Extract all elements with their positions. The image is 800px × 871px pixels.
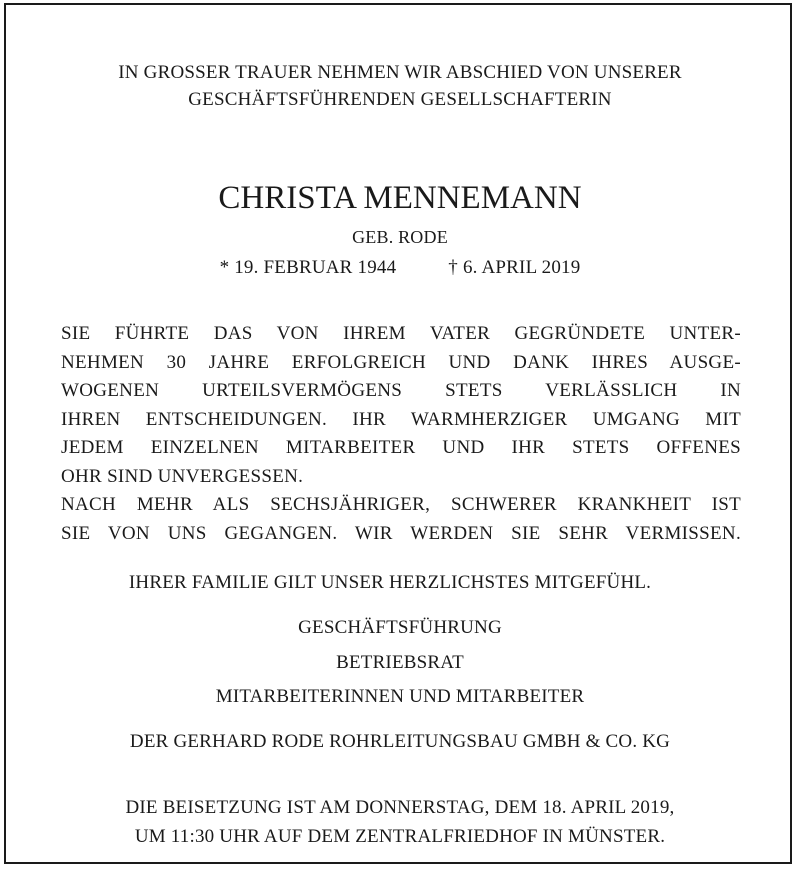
life-dates [0,257,800,279]
tribute-line: IHREN ENTSCHEIDUNGEN. IHR WARMHERZIGER UMGANG MIT [61,408,741,430]
funeral-line-1: DIE BEISETZUNG IST AM DONNERSTAG, DEM 18. APRIL 2019, [125,797,675,818]
tribute-text [61,320,741,548]
tribute-line: OHR SIND UNVERGESSEN. [61,465,304,487]
tribute-line: WOGENEN URTEILSVERMÖGENS STETS VERLÄSSLICH IN [61,380,741,401]
signatory-management: GESCHÄFTSFÜHRUNG [298,617,502,638]
company-name: DER GERHARD RODE ROHRLEITUNGSBAU GMBH & CO. KG [129,731,671,752]
funeral-line-2: UM 11:30 UHR AUF DEM ZENTRALFRIEDHOF IN MÜNSTER. [134,826,666,847]
tribute-line: JEDEM EINZELNEN MITARBEITER UND IHR STETS OFFENES [61,437,741,458]
tribute-line: NACH MEHR ALS SECHSJÄHRIGER, SCHWERER KRANKHEIT IST [61,494,741,515]
signatory-works-council: BETRIEBSRAT [336,652,464,673]
intro-line-1: IN GROSSER TRAUER NEHMEN WIR ABSCHIED VON UNSERER [118,62,682,83]
birth-name: GEB. RODE [352,227,448,247]
death-date: † 6. APRIL 2019 [448,257,581,278]
tribute-line: NEHMEN 30 JAHRE ERFOLGREICH UND DANK IHRES AUSGE- [61,351,741,373]
tribute-line: SIE FÜHRTE DAS VON IHREM VATER GEGRÜNDETE UNTER- [61,323,741,344]
condolence-line: IHRER FAMILIE GILT UNSER HERZLICHSTES MITGEFÜHL. [128,572,652,593]
birth-date: * 19. FEBRUAR 1944 [219,257,397,278]
signatory-employees: MITARBEITERINNEN UND MITARBEITER [215,686,585,707]
intro-line-2: GESCHÄFTSFÜHRENDEN GESELLSCHAFTERIN [188,89,612,110]
deceased-name: CHRISTA MENNEMANN [218,180,582,216]
tribute-line: SIE VON UNS GEGANGEN. WIR WERDEN SIE SEHR VERMISSEN. [61,522,741,544]
